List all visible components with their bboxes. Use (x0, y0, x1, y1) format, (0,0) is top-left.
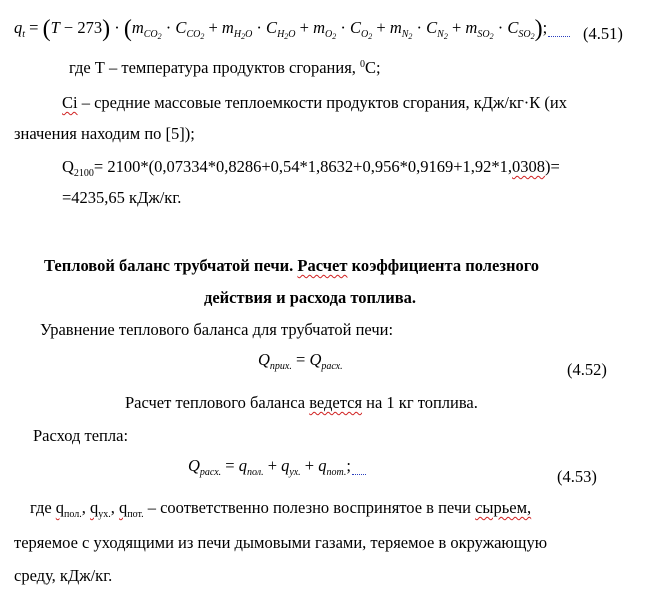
equation-4-51 (14, 16, 570, 42)
term-co2: $m_{CO_2} \cdot C_{CO_2}$ + (131, 18, 222, 41)
equation-number-4-52: (4.52) (567, 360, 607, 379)
paren-open: ( (42, 16, 51, 42)
paren-close-2: ) (534, 16, 543, 42)
paren-close: ) (102, 16, 111, 42)
var-q: q (14, 18, 23, 37)
mult-dot: · (110, 18, 124, 37)
definition-q-line2: теряемое с уходящими из печи дымовыми газами, теряемое в окружающую (14, 533, 548, 552)
term-n2: $m_{N_2} \cdot C_{N_2}$ + (389, 18, 466, 41)
equation-4-53: $Q_{расх.} = q_{пол.} + q_{ух.} + q_{пот.}$; (188, 456, 366, 476)
equation-4-52: $Q_{прих.} = Q_{расх.}$ (258, 350, 343, 372)
q2100-calculation: $Q_{2100}= 2100*(0,07334*0,8286+0,54*1,8632+0,956*0,9169+1,92*1,0308)=$ (62, 157, 560, 179)
semicolon: ; (542, 18, 548, 37)
definition-q-line3: среду, кДж/кг. (14, 566, 113, 585)
q2100-result: =4235,65 кДж/кг. (62, 188, 182, 207)
paren-open-2: ( (123, 16, 132, 42)
balance-intro: Уравнение теплового баланса для трубчатой печи: (40, 320, 394, 339)
field-dots-2 (352, 464, 366, 475)
term-h2o: $m_{H_2O} \cdot C_{H_2O}$ + (221, 18, 314, 41)
definition-q: где $q_{пол.}$, $q_{ух.}$, $q_{пот.}$ – соответственно полезно воспринятое в печи сырьем, (30, 498, 532, 520)
term-so2: $m_{SO_2} \cdot C_{SO_2}$ (465, 18, 535, 41)
section-heading-line2: действия и расхода топлива. (204, 288, 417, 307)
eq-sign: = (25, 18, 43, 37)
minus-273: − 273 (59, 18, 103, 37)
field-dots (548, 26, 570, 37)
definition-T: где Т – температура продуктов сгорания, $^0$С; (69, 58, 381, 77)
equation-number-4-51: (4.51) (583, 24, 623, 43)
definition-Ci: Ci – средние массовые теплоемкости продуктов сгорания, кДж/кг·К (их (62, 93, 567, 112)
sub-t: t (22, 29, 26, 40)
section-heading: Тепловой баланс трубчатой печи. Расчет коэффициента полезного (44, 256, 540, 275)
var-T: T (50, 18, 60, 37)
calc-basis: Расчет теплового баланса ведется на 1 кг топлива. (125, 393, 478, 412)
definition-Ci-cont: значения находим по [5]); (14, 124, 195, 143)
equation-number-4-53: (4.53) (557, 467, 597, 486)
heat-use-label: Расход тепла: (33, 426, 129, 445)
term-o2: $m_{O_2} \cdot C_{O_2}$ + (313, 18, 390, 41)
